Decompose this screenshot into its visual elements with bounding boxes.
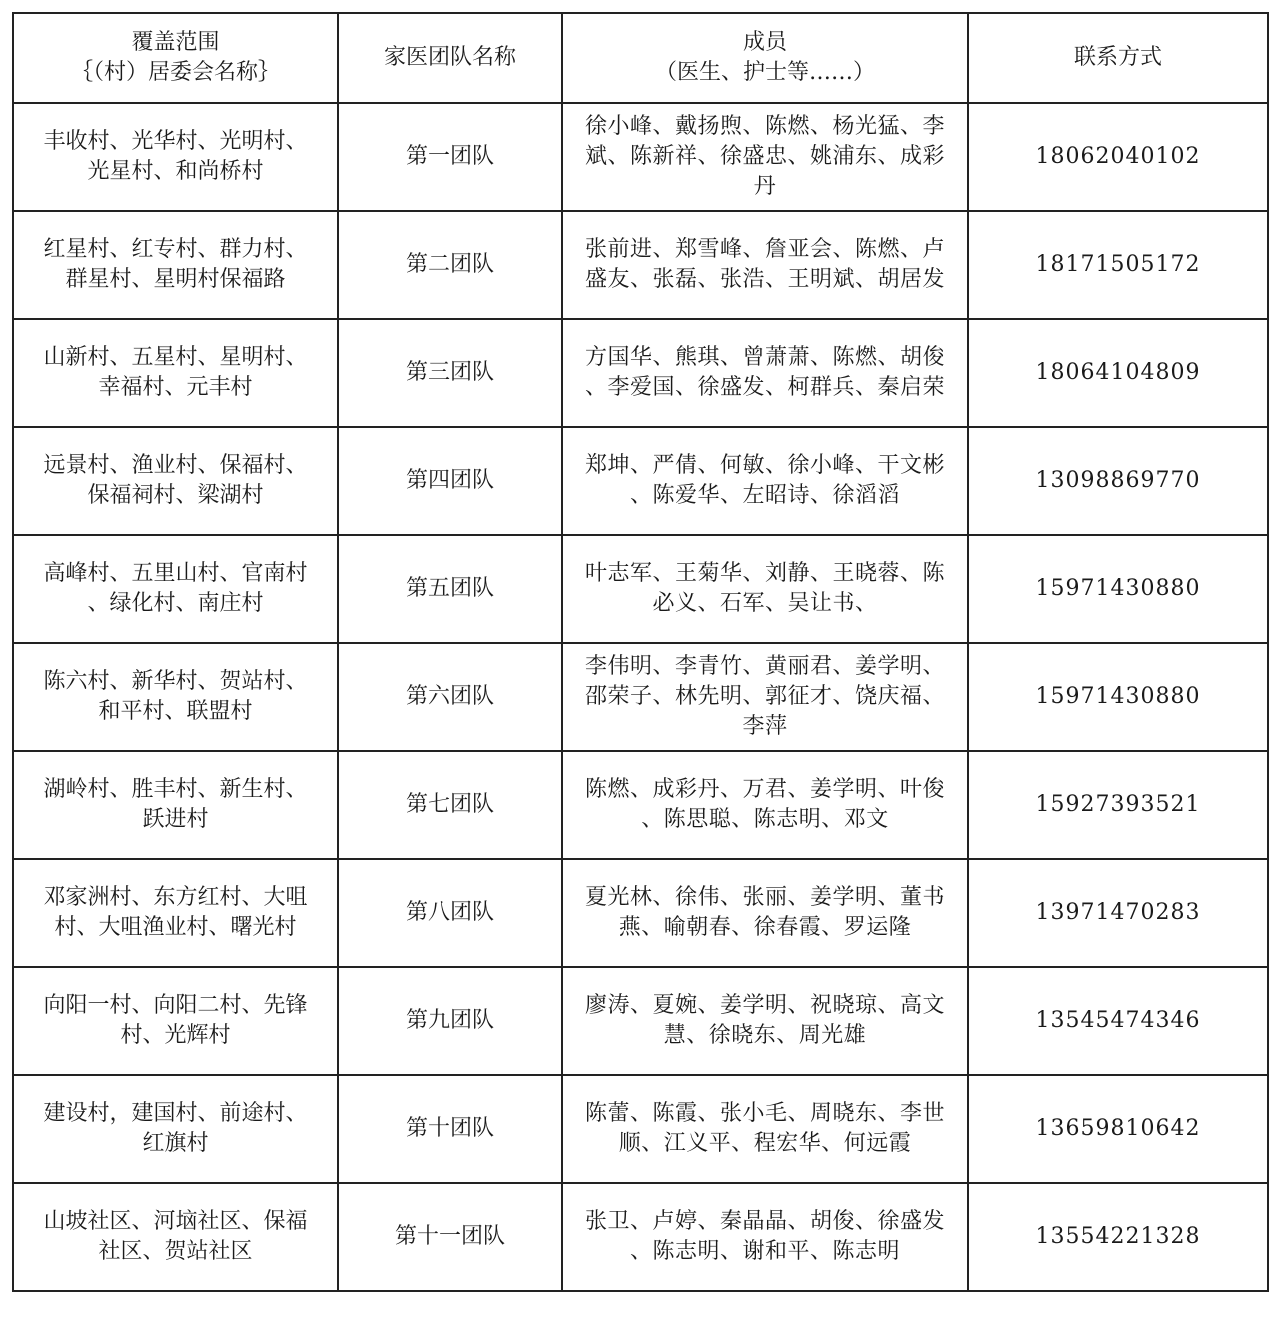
team-name-cell xyxy=(338,319,562,427)
contact-phone-cell xyxy=(968,535,1268,643)
table-body xyxy=(13,103,1268,1291)
header-row xyxy=(13,13,1268,103)
members-text-line: 、陈思聪、陈志明、邓文 xyxy=(641,807,889,832)
contact-phone-number: 18064104809 xyxy=(1035,360,1201,385)
contact-phone-cell xyxy=(968,211,1268,319)
contact-phone-number: 15927393521 xyxy=(1035,792,1201,817)
header-members xyxy=(562,13,968,103)
contact-phone-number: 13545474346 xyxy=(1035,1008,1201,1033)
coverage-cell xyxy=(13,1183,338,1291)
members-text-line: 慧、徐晓东、周光雄 xyxy=(663,1023,867,1048)
members-text-line: 燕、喻朝春、徐春霞、罗运隆 xyxy=(618,915,912,940)
header-team-name-label: 家医团队名称 xyxy=(383,45,516,70)
team-name-text: 第一团队 xyxy=(405,144,494,169)
table-row xyxy=(13,643,1268,751)
coverage-text-line: 、绿化村、南庄村 xyxy=(87,591,264,616)
contact-phone-cell xyxy=(968,427,1268,535)
team-name-cell xyxy=(338,1183,562,1291)
coverage-text-line: 红星村、红专村、群力村、 xyxy=(43,237,308,262)
contact-phone-cell xyxy=(968,1075,1268,1183)
coverage-cell xyxy=(13,535,338,643)
members-cell xyxy=(562,427,968,535)
team-name-text: 第七团队 xyxy=(405,792,494,817)
contact-phone-cell xyxy=(968,967,1268,1075)
coverage-text-line: 山坡社区、河垴社区、保福 xyxy=(43,1209,308,1234)
members-text-line: 邵荣子、林先明、郭征才、饶庆福、 xyxy=(584,684,945,709)
team-name-cell xyxy=(338,1075,562,1183)
coverage-text-line: 湖岭村、胜丰村、新生村、 xyxy=(43,777,308,802)
coverage-text-line: 保福祠村、梁湖村 xyxy=(87,483,264,508)
members-text-line: 张前进、郑雪峰、詹亚会、陈燃、卢 xyxy=(584,237,945,262)
coverage-text-line: 跃进村 xyxy=(142,807,209,832)
members-text-line: 张卫、卢婷、秦晶晶、胡俊、徐盛发 xyxy=(584,1209,945,1234)
members-text-line: 夏光林、徐伟、张丽、姜学明、董书 xyxy=(584,885,945,910)
team-name-cell xyxy=(338,103,562,211)
members-text-line: 郑坤、严倩、何敏、徐小峰、干文彬 xyxy=(584,453,945,478)
table-row xyxy=(13,535,1268,643)
contact-phone-number: 13554221328 xyxy=(1035,1224,1201,1249)
members-text-line: 、李爱国、徐盛发、柯群兵、秦启荣 xyxy=(584,375,945,400)
table-row xyxy=(13,319,1268,427)
team-name-text: 第三团队 xyxy=(405,360,494,385)
members-text-line: 顺、江义平、程宏华、何远霞 xyxy=(618,1131,912,1156)
header-contact xyxy=(968,13,1268,103)
contact-phone-cell xyxy=(968,1183,1268,1291)
contact-phone-number: 15971430880 xyxy=(1035,576,1201,601)
contact-phone-cell xyxy=(968,319,1268,427)
coverage-cell xyxy=(13,967,338,1075)
members-text-line: 陈蕾、陈霞、张小毛、周晓东、李世 xyxy=(584,1101,945,1126)
coverage-cell xyxy=(13,643,338,751)
members-cell xyxy=(562,643,968,751)
table-header xyxy=(13,13,1268,103)
coverage-cell xyxy=(13,427,338,535)
contact-phone-cell xyxy=(968,103,1268,211)
contact-phone-number: 13971470283 xyxy=(1035,900,1201,925)
coverage-cell xyxy=(13,1075,338,1183)
members-text-line: 陈燃、成彩丹、万君、姜学明、叶俊 xyxy=(584,777,945,802)
members-text-line: 斌、陈新祥、徐盛忠、姚浦东、成彩 xyxy=(584,144,945,169)
team-name-text: 第五团队 xyxy=(405,576,494,601)
members-text-line: 盛友、张磊、张浩、王明斌、胡居发 xyxy=(584,267,945,292)
table-row xyxy=(13,427,1268,535)
members-cell xyxy=(562,211,968,319)
coverage-text-line: 远景村、渔业村、保福村、 xyxy=(43,453,308,478)
coverage-text-line: 村、大咀渔业村、曙光村 xyxy=(54,915,297,940)
table-row xyxy=(13,967,1268,1075)
members-cell xyxy=(562,1075,968,1183)
contact-phone-number: 18171505172 xyxy=(1035,252,1201,277)
coverage-text-line: 向阳一村、向阳二村、先锋 xyxy=(43,993,308,1018)
coverage-text-line: 高峰村、五里山村、官南村 xyxy=(43,561,308,586)
team-name-text: 第十团队 xyxy=(405,1116,494,1141)
table-row xyxy=(13,1183,1268,1291)
team-name-cell xyxy=(338,643,562,751)
header-coverage-line2: ｛（村）居委会名称｝ xyxy=(70,60,280,85)
members-text-line: 李伟明、李青竹、黄丽君、姜学明、 xyxy=(584,654,945,679)
members-text-line: 丹 xyxy=(753,174,777,199)
table-row xyxy=(13,751,1268,859)
members-text-line: 、陈爱华、左昭诗、徐滔滔 xyxy=(629,483,900,508)
table-row xyxy=(13,859,1268,967)
members-cell xyxy=(562,319,968,427)
table-row xyxy=(13,103,1268,211)
team-name-text: 第八团队 xyxy=(405,900,494,925)
members-text-line: 方国华、熊琪、曾萧萧、陈燃、胡俊 xyxy=(584,345,945,370)
coverage-cell xyxy=(13,859,338,967)
coverage-text-line: 邓家洲村、东方红村、大咀 xyxy=(43,885,308,910)
members-cell xyxy=(562,1183,968,1291)
team-name-text: 第四团队 xyxy=(405,468,494,493)
members-text-line: 徐小峰、戴扬煦、陈燃、杨光猛、李 xyxy=(584,114,945,139)
contact-phone-cell xyxy=(968,643,1268,751)
team-name-cell xyxy=(338,535,562,643)
header-team-name xyxy=(338,13,562,103)
members-text-line: 叶志军、王菊华、刘静、王晓蓉、陈 xyxy=(584,561,945,586)
coverage-text-line: 社区、贺站社区 xyxy=(98,1239,253,1264)
header-coverage xyxy=(13,13,338,103)
members-cell xyxy=(562,751,968,859)
members-text-line: 李萍 xyxy=(742,714,788,739)
table-row xyxy=(13,211,1268,319)
coverage-text-line: 村、光辉村 xyxy=(120,1023,231,1048)
members-text-line: 、陈志明、谢和平、陈志明 xyxy=(629,1239,900,1264)
coverage-cell xyxy=(13,751,338,859)
members-cell xyxy=(562,535,968,643)
coverage-text-line: 群星村、星明村保福路 xyxy=(65,267,286,292)
coverage-text-line: 光星村、和尚桥村 xyxy=(87,159,264,184)
team-name-text: 第二团队 xyxy=(405,252,494,277)
contact-phone-number: 13098869770 xyxy=(1035,468,1201,493)
coverage-text-line: 建设村，建国村、前途村、 xyxy=(43,1101,308,1126)
team-name-cell xyxy=(338,751,562,859)
coverage-text-line: 和平村、联盟村 xyxy=(98,699,253,724)
coverage-text-line: 红旗村 xyxy=(142,1131,209,1156)
contact-phone-cell xyxy=(968,751,1268,859)
coverage-text-line: 丰收村、光华村、光明村、 xyxy=(43,129,308,154)
coverage-cell xyxy=(13,211,338,319)
table-row xyxy=(13,1075,1268,1183)
team-name-cell xyxy=(338,211,562,319)
team-name-cell xyxy=(338,859,562,967)
coverage-text-line: 幸福村、元丰村 xyxy=(98,375,253,400)
header-contact-label: 联系方式 xyxy=(1073,45,1162,70)
contact-phone-number: 15971430880 xyxy=(1035,684,1201,709)
coverage-text-line: 山新村、五星村、星明村、 xyxy=(43,345,308,370)
header-coverage-line1: 覆盖范围 xyxy=(131,30,220,55)
members-cell xyxy=(562,967,968,1075)
team-name-cell xyxy=(338,427,562,535)
contact-phone-number: 18062040102 xyxy=(1035,144,1201,169)
team-name-text: 第九团队 xyxy=(405,1008,494,1033)
team-name-text: 第六团队 xyxy=(405,684,494,709)
coverage-cell xyxy=(13,103,338,211)
contact-phone-cell xyxy=(968,859,1268,967)
header-members-line2: （医生、护士等……） xyxy=(654,60,875,85)
team-name-cell xyxy=(338,967,562,1075)
members-cell xyxy=(562,103,968,211)
members-text-line: 廖涛、夏婉、姜学明、祝晓琼、高文 xyxy=(584,993,945,1018)
coverage-text-line: 陈六村、新华村、贺站村、 xyxy=(43,669,308,694)
coverage-cell xyxy=(13,319,338,427)
contact-phone-number: 13659810642 xyxy=(1035,1116,1201,1141)
family-doctor-team-table xyxy=(12,12,1269,1292)
team-name-text: 第十一团队 xyxy=(394,1224,505,1249)
members-cell xyxy=(562,859,968,967)
header-members-line1: 成员 xyxy=(742,30,787,55)
members-text-line: 必义、石军、吴让书、 xyxy=(652,591,878,616)
